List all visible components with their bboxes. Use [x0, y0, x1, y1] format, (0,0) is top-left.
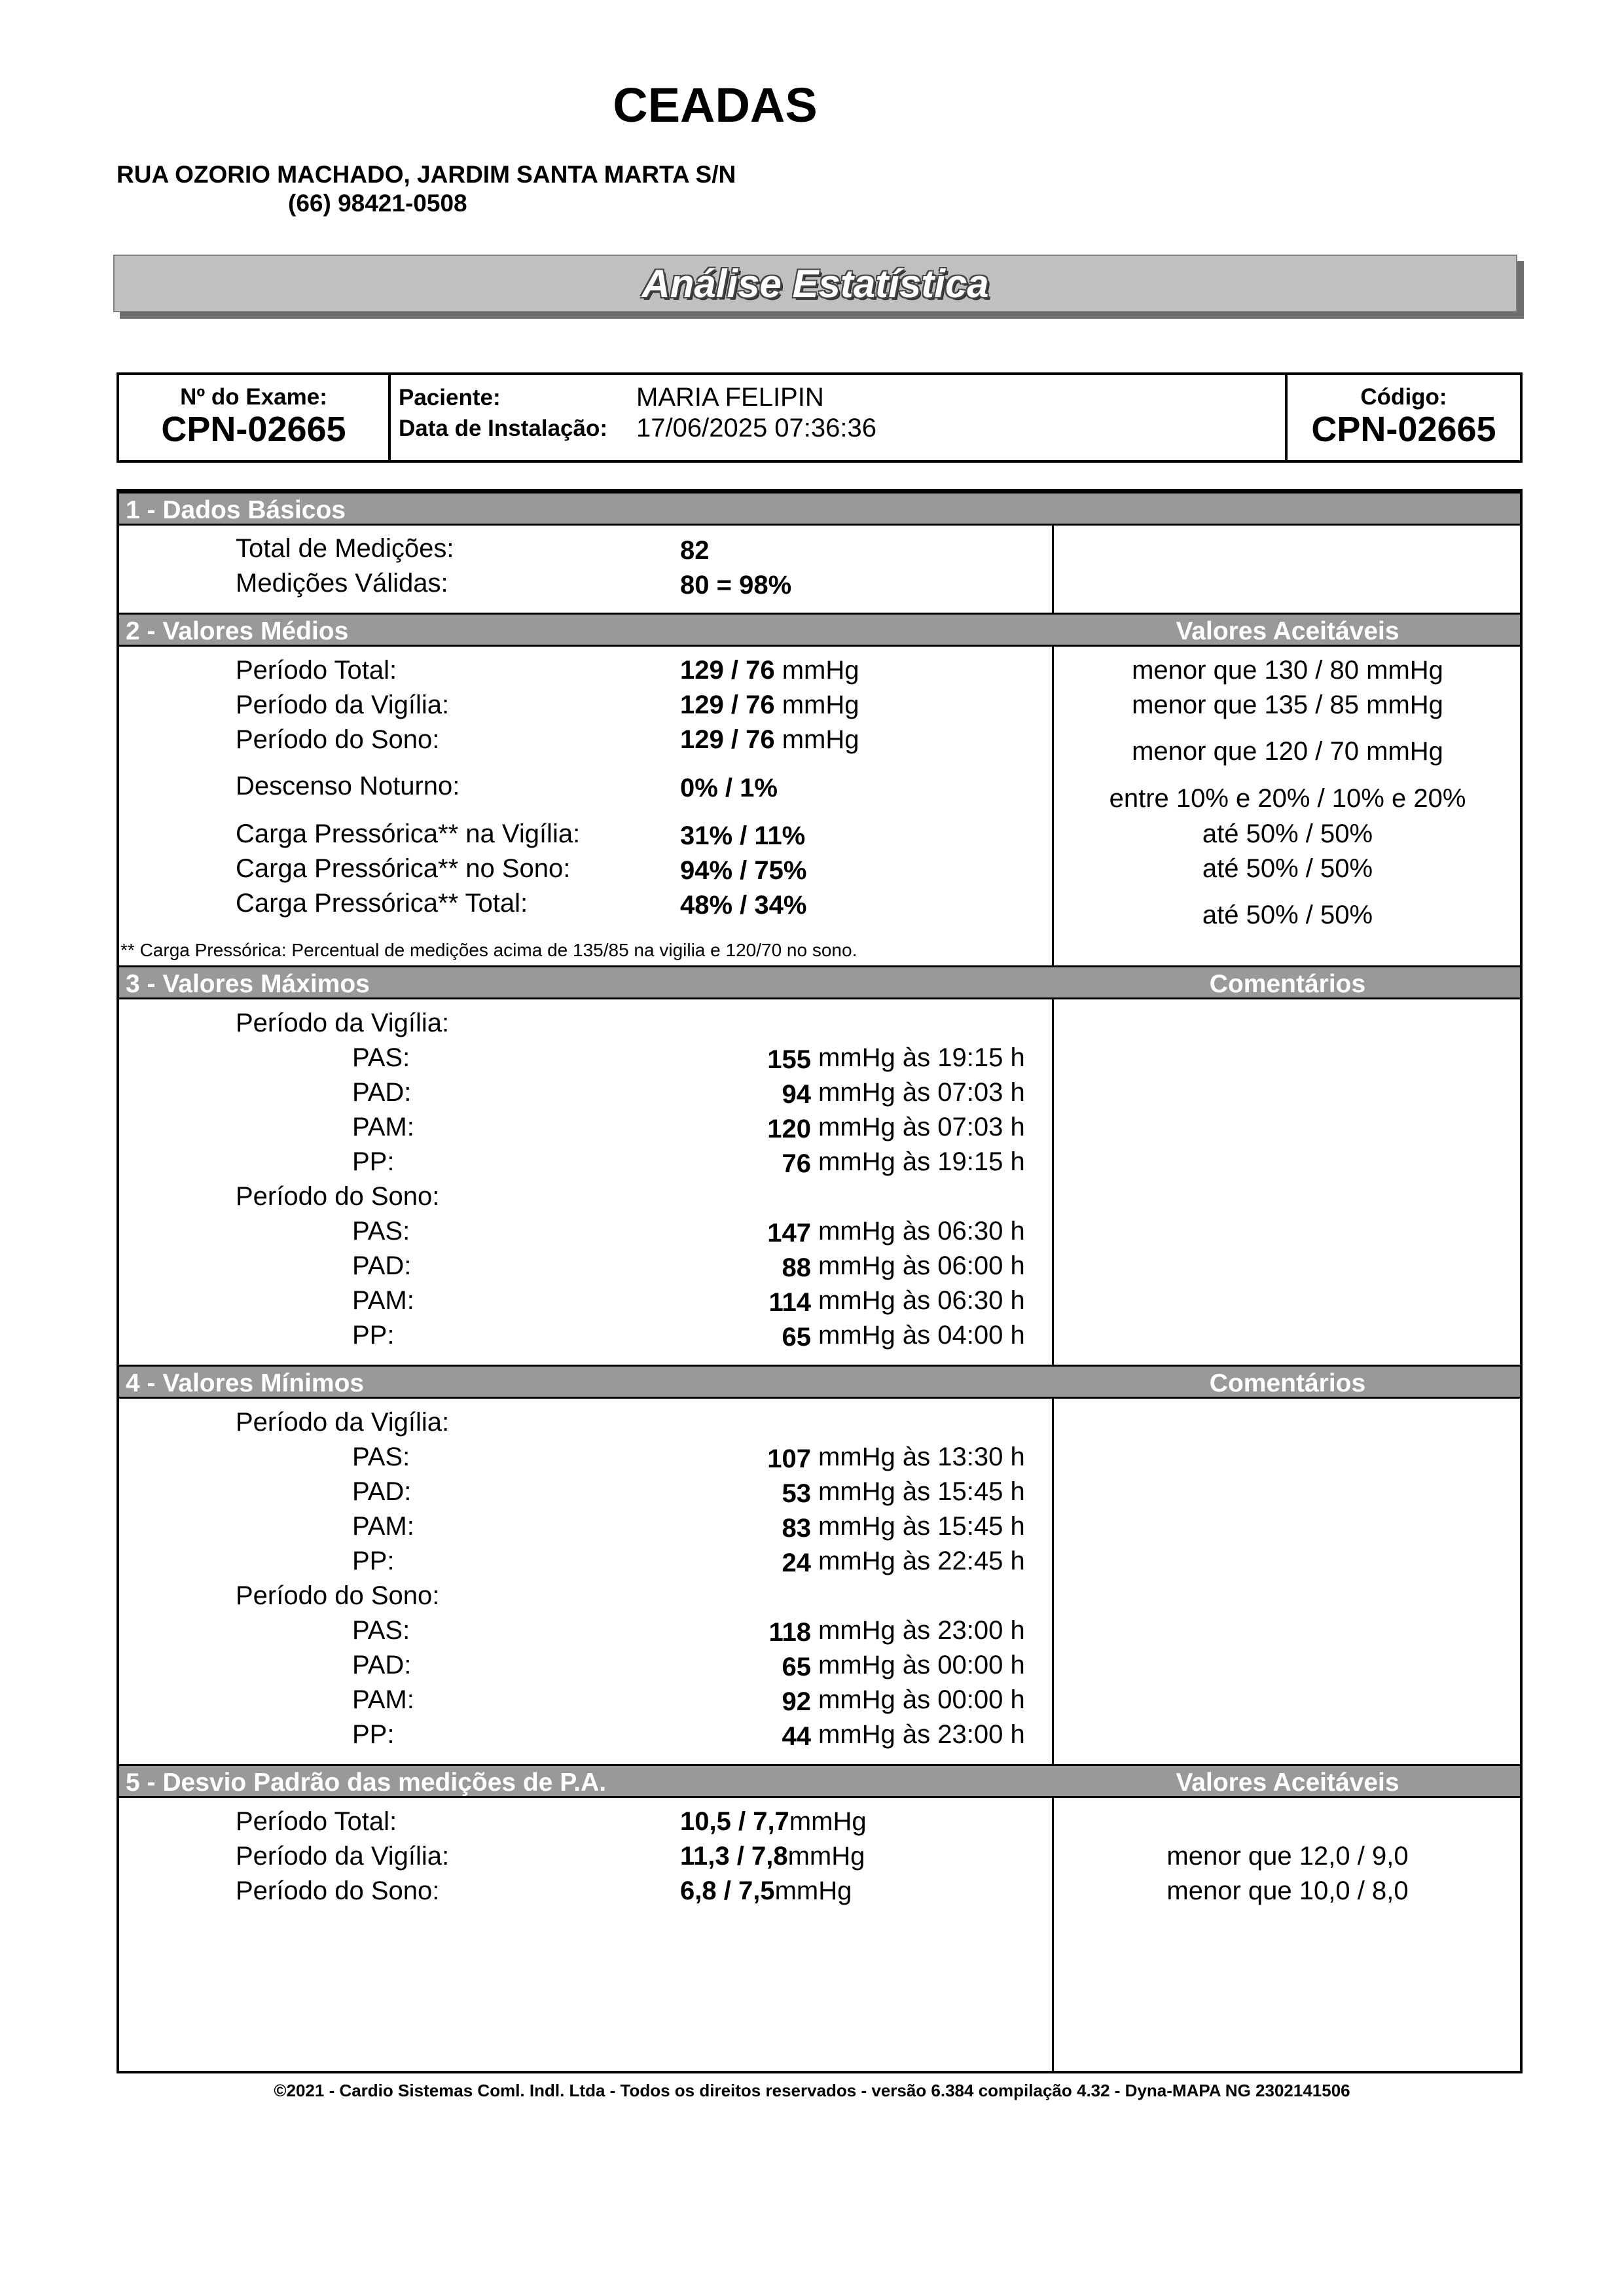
max-unit: mmHg às 06:30 h [818, 1286, 1025, 1315]
max-value: 120 [767, 1115, 811, 1143]
max-value: 88 [782, 1253, 811, 1282]
exam-info-box [117, 372, 1523, 463]
min-label: PAD: [352, 1477, 412, 1506]
acceptable-value: menor que 130 / 80 mmHg [1132, 656, 1443, 685]
acceptable-values-title: Valores Aceitáveis [1176, 617, 1399, 645]
min-value: 83 [782, 1514, 811, 1543]
period-label: Período da Vigília: [236, 1009, 450, 1037]
banner-title: Análise Estatística [641, 262, 989, 306]
mean-label: Carga Pressórica** Total: [236, 889, 528, 918]
mean-label: Descenso Noturno: [236, 772, 460, 800]
std-dev-value: 6,8 / 7,5mmHg [680, 1876, 852, 1905]
std-dev-label: Período Total: [236, 1807, 397, 1836]
footer-copyright: ©2021 - Cardio Sistemas Coml. Indl. Ltda - Todos os direitos reservados - versão 6.384 compilação 4.32 - Dyna-MAPA NG 2302141506 [274, 2081, 1350, 2100]
max-label: PP: [352, 1147, 395, 1176]
pressure-load-note: ** Carga Pressórica: Percentual de medições acima de 135/85 na vigilia e 120/70 no sono. [120, 940, 857, 960]
mean-label: Carga Pressórica** na Vigília: [236, 819, 581, 848]
min-value: 53 [782, 1479, 811, 1508]
mean-value: 94% / 75% [680, 856, 807, 885]
min-label: PAM: [352, 1685, 414, 1714]
min-value: 118 [768, 1618, 811, 1647]
max-label: PP: [352, 1321, 395, 1350]
max-unit: mmHg às 06:00 h [818, 1251, 1025, 1280]
valid-measurements-label: Medições Válidas: [236, 569, 448, 598]
clinic-phone: (66) 98421-0508 [288, 190, 467, 217]
comments-title: Comentários [1209, 1369, 1366, 1397]
min-unit: mmHg às 00:00 h [818, 1685, 1025, 1714]
code-label: Código: [1360, 384, 1447, 410]
max-value: 114 [768, 1288, 811, 1317]
max-label: PAM: [352, 1286, 414, 1315]
max-unit: mmHg às 07:03 h [818, 1113, 1025, 1141]
max-value: 94 [782, 1080, 811, 1109]
std-dev-value: 10,5 / 7,7mmHg [680, 1807, 867, 1836]
max-value: 155 [767, 1045, 811, 1074]
acceptable-value: menor que 135 / 85 mmHg [1132, 691, 1443, 719]
min-label: PAD: [352, 1651, 412, 1679]
section-title: 3 - Valores Máximos [126, 970, 370, 998]
clinic-name: CEADAS [613, 78, 818, 132]
std-dev-value: 11,3 / 7,8mmHg [680, 1842, 865, 1871]
max-unit: mmHg às 19:15 h [818, 1147, 1025, 1176]
mean-value: 129 / 76 mmHg [680, 725, 859, 754]
min-value: 65 [782, 1653, 811, 1681]
min-label: PP: [352, 1720, 395, 1749]
column-divider [1052, 492, 1054, 2071]
std-dev-label: Período do Sono: [236, 1876, 440, 1905]
mean-value: 0% / 1% [680, 774, 778, 802]
min-unit: mmHg às 23:00 h [818, 1616, 1025, 1645]
acceptable-value: até 50% / 50% [1202, 854, 1373, 883]
install-date: 17/06/2025 07:36:36 [636, 414, 877, 442]
min-value: 24 [782, 1549, 811, 1577]
exam-code: CPN-02665 [1311, 410, 1496, 449]
min-label: PAM: [352, 1512, 414, 1541]
section-max-values-header [119, 965, 1520, 999]
mean-value: 31% / 11% [680, 821, 806, 850]
max-label: PAM: [352, 1113, 414, 1141]
max-label: PAS: [352, 1217, 410, 1246]
mean-value: 129 / 76 mmHg [680, 691, 859, 719]
section-title: 5 - Desvio Padrão das medições de P.A. [126, 1768, 607, 1797]
clinic-address: RUA OZORIO MACHADO, JARDIM SANTA MARTA S/N [117, 161, 736, 188]
period-label: Período do Sono: [236, 1581, 440, 1610]
min-unit: mmHg às 13:30 h [818, 1443, 1025, 1471]
acceptable-value: menor que 120 / 70 mmHg [1132, 737, 1443, 766]
min-label: PP: [352, 1547, 395, 1575]
max-value: 65 [782, 1323, 811, 1352]
total-measurements-value: 82 [680, 536, 710, 565]
std-dev-label: Período da Vigília: [236, 1842, 450, 1871]
mean-value: 48% / 34% [680, 891, 807, 920]
max-unit: mmHg às 06:30 h [818, 1217, 1025, 1246]
period-label: Período da Vigília: [236, 1408, 450, 1437]
mean-label: Período da Vigília: [236, 691, 450, 719]
section-min-values-header [119, 1365, 1520, 1399]
section-title: 4 - Valores Mínimos [126, 1369, 365, 1397]
min-unit: mmHg às 22:45 h [818, 1547, 1025, 1575]
max-unit: mmHg às 04:00 h [818, 1321, 1025, 1350]
section-title: 2 - Valores Médios [126, 617, 349, 645]
patient-name: MARIA FELIPIN [636, 383, 824, 412]
install-date-label: Data de Instalação: [399, 416, 607, 441]
max-label: PAD: [352, 1078, 412, 1107]
mean-label: Período do Sono: [236, 725, 440, 754]
min-unit: mmHg às 23:00 h [818, 1720, 1025, 1749]
mean-label: Carga Pressórica** no Sono: [236, 854, 571, 883]
min-value: 92 [782, 1687, 811, 1716]
acceptable-values-title: Valores Aceitáveis [1176, 1768, 1399, 1797]
max-label: PAS: [352, 1043, 410, 1072]
min-value: 107 [767, 1444, 811, 1473]
min-value: 44 [782, 1722, 811, 1751]
acceptable-value: menor que 10,0 / 8,0 [1166, 1876, 1409, 1905]
period-label: Período do Sono: [236, 1182, 440, 1211]
acceptable-value: até 50% / 50% [1202, 819, 1373, 848]
report-banner [113, 255, 1517, 312]
acceptable-value: até 50% / 50% [1202, 901, 1373, 929]
acceptable-value: entre 10% e 20% / 10% e 20% [1109, 784, 1466, 813]
divider [388, 375, 391, 460]
mean-label: Período Total: [236, 656, 397, 685]
min-unit: mmHg às 15:45 h [818, 1512, 1025, 1541]
section-basic-data-header [119, 492, 1520, 526]
total-measurements-label: Total de Medições: [236, 534, 454, 563]
exam-number-label: Nº do Exame: [180, 384, 327, 410]
min-unit: mmHg às 00:00 h [818, 1651, 1025, 1679]
valid-measurements-value: 80 = 98% [680, 571, 792, 600]
comments-title: Comentários [1209, 970, 1366, 998]
section-title: 1 - Dados Básicos [126, 496, 346, 524]
max-unit: mmHg às 07:03 h [818, 1078, 1025, 1107]
section-std-dev-header [119, 1764, 1520, 1798]
statistics-table [117, 489, 1523, 2073]
acceptable-value: menor que 12,0 / 9,0 [1166, 1842, 1409, 1871]
section-mean-values-header [119, 613, 1520, 647]
min-unit: mmHg às 15:45 h [818, 1477, 1025, 1506]
max-value: 76 [782, 1149, 811, 1178]
min-label: PAS: [352, 1616, 410, 1645]
patient-label: Paciente: [399, 385, 501, 410]
min-label: PAS: [352, 1443, 410, 1471]
mean-value: 129 / 76 mmHg [680, 656, 859, 685]
max-label: PAD: [352, 1251, 412, 1280]
max-value: 147 [767, 1219, 811, 1247]
max-unit: mmHg às 19:15 h [818, 1043, 1025, 1072]
exam-number: CPN-02665 [161, 410, 346, 449]
